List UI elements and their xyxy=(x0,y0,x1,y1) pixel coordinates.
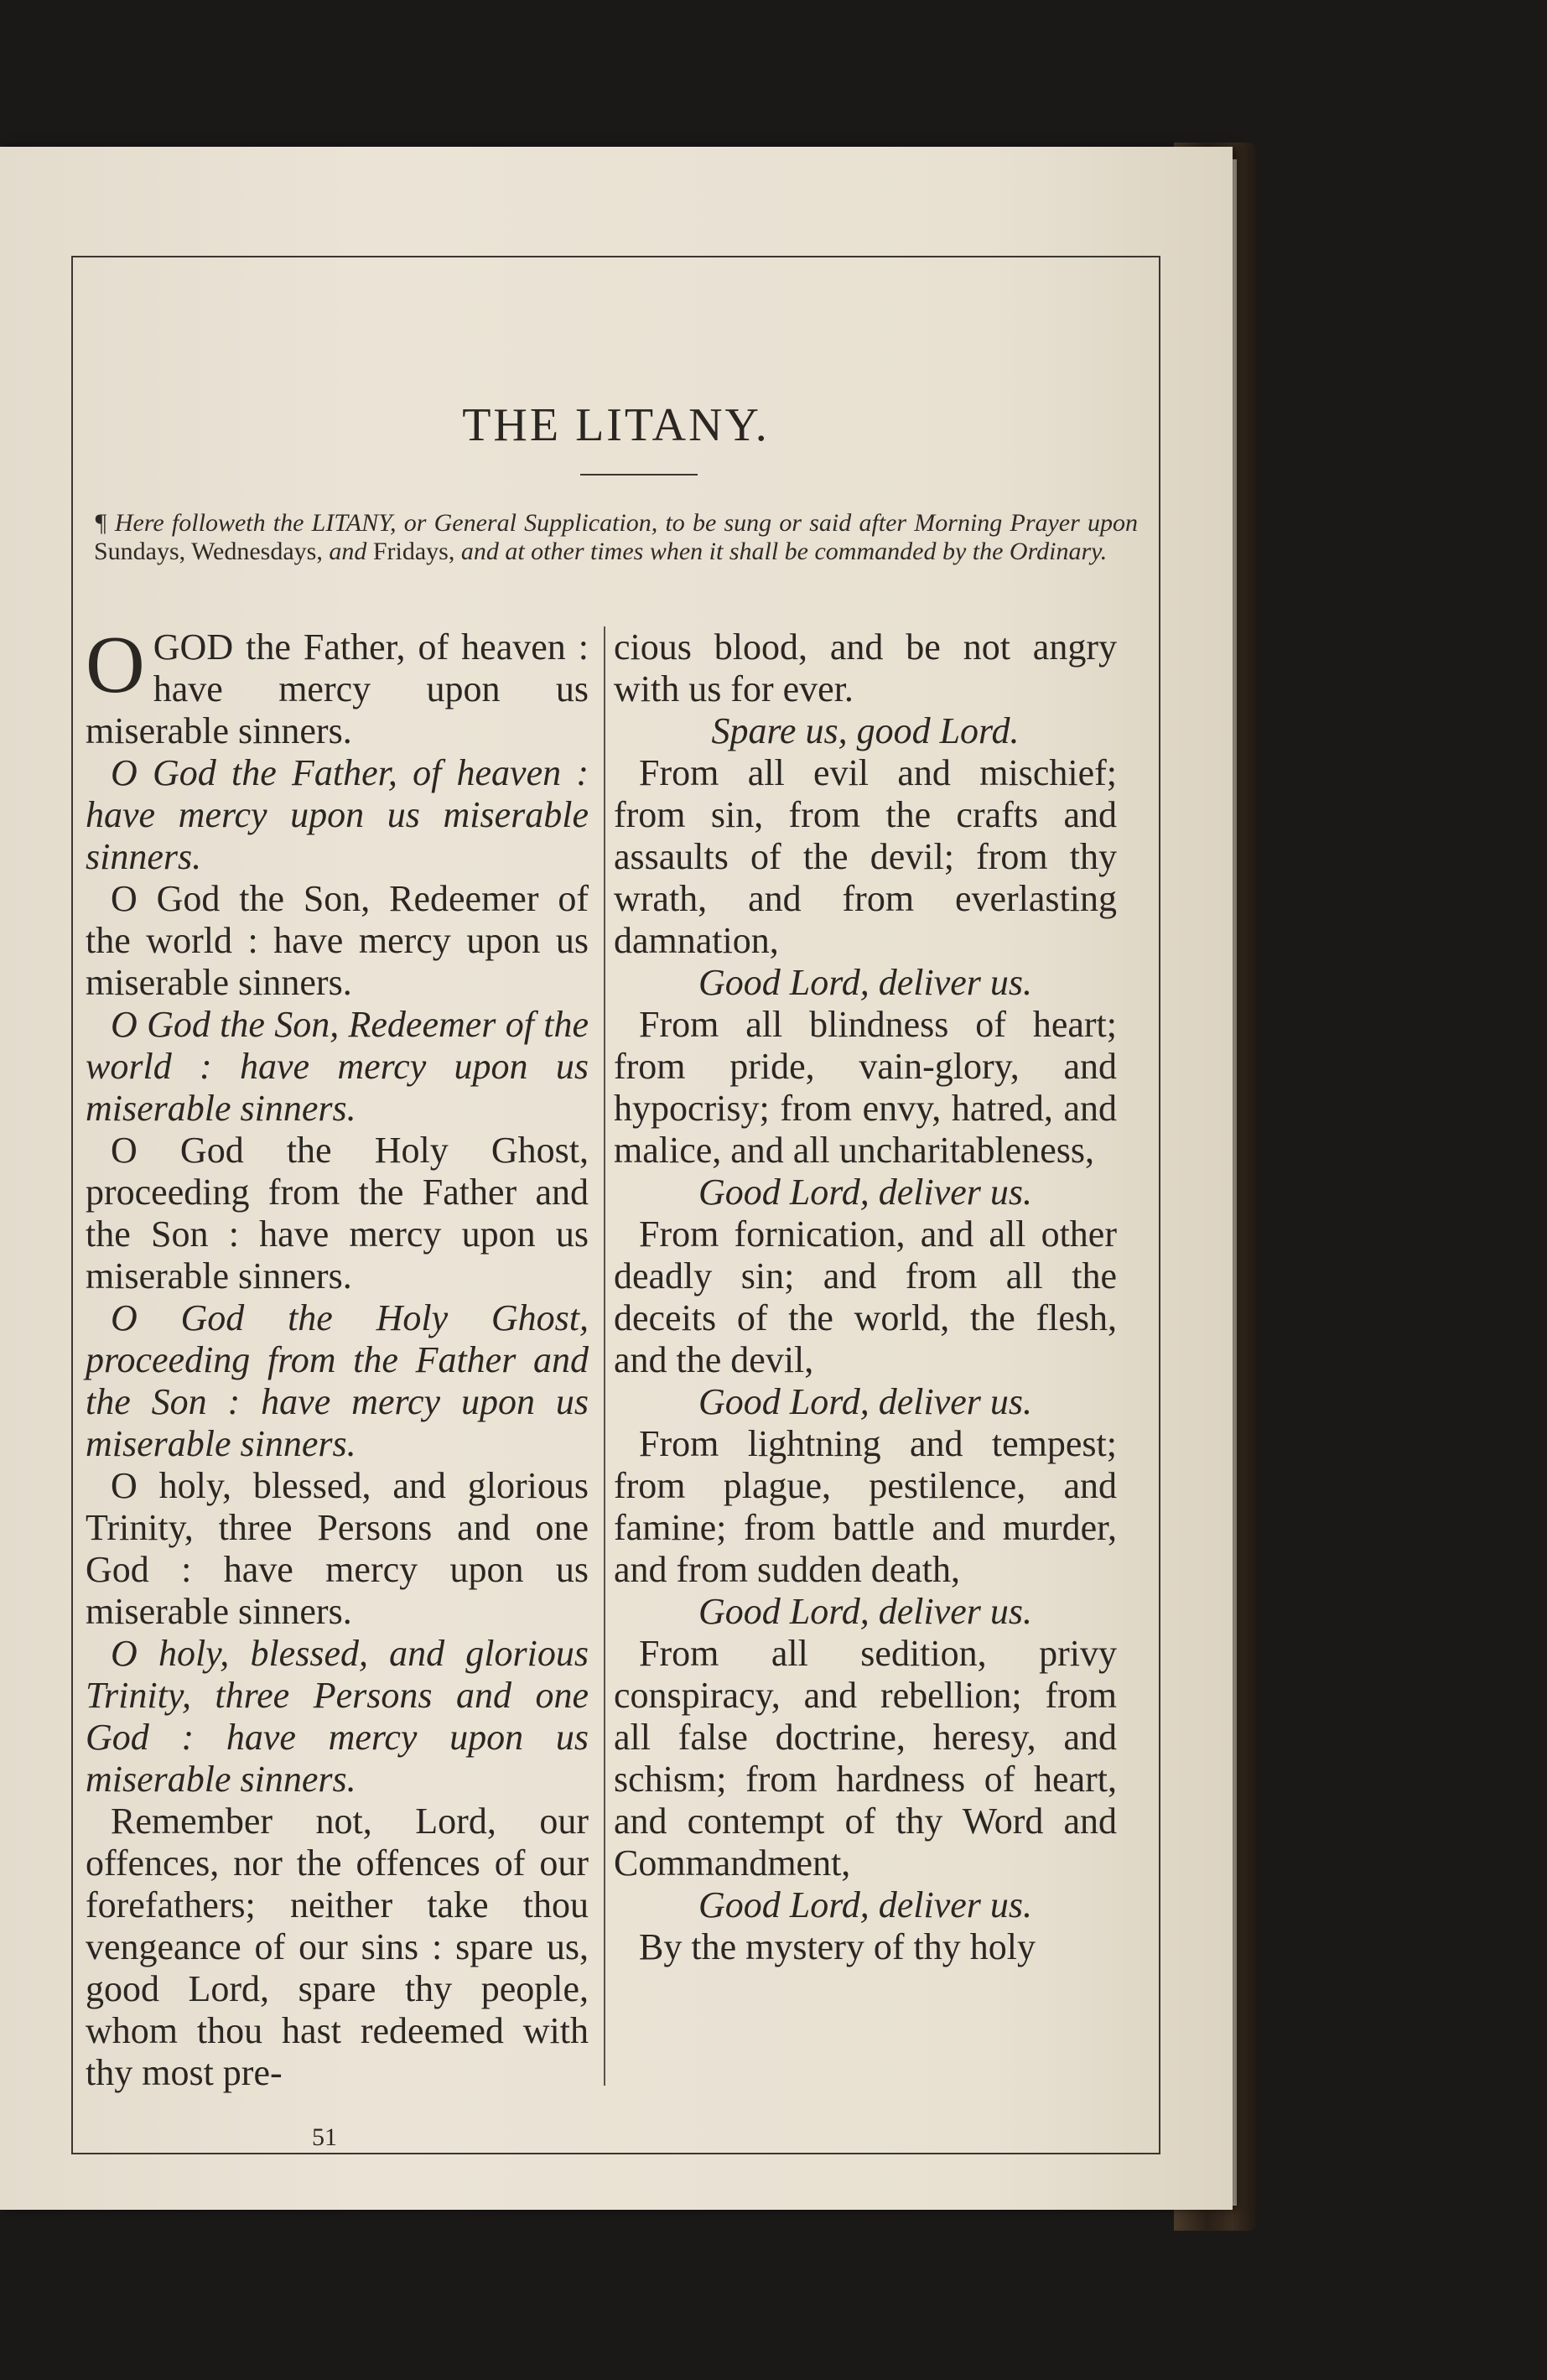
rubric-text-1: ¶ Here followeth the LITANY, or General Supplication, to be sung or said after Morning Prayer upon xyxy=(94,509,1138,537)
petition-blindness: From all blindness of heart; from pride, vain-glory, and hypocrisy; from envy, hatred, and malice, and all uncharitableness, xyxy=(614,1004,1117,1171)
petition-mystery: By the mystery of thy holy xyxy=(639,1926,1036,1967)
petition-sedition: From all sedition, privy conspiracy, and rebellion; from all false doctrine, heresy, and schism; from hardness of heart, and contempt of thy Word and Commandment, xyxy=(614,1633,1117,1884)
response-father: O God the Father, of heaven : have mercy upon us miserable sinners. xyxy=(86,752,589,877)
petition-holy-ghost: O God the Holy Ghost, proceeding from the Father and the Son : have mercy upon us miserable sinners. xyxy=(86,1130,589,1297)
petition-trinity: O holy, blessed, and glorious Trinity, three Persons and one God : have mercy upon us miserable sinners. xyxy=(86,1465,589,1632)
response-spare-us: Spare us, good Lord. xyxy=(711,710,1020,751)
rubric-text-2: and xyxy=(322,538,373,565)
petition-fornication: From fornication, and all other deadly sin; and from all the deceits of the world, the flesh, and the devil, xyxy=(614,1213,1117,1380)
response-holy-ghost: O God the Holy Ghost, proceeding from the Father and the Son : have mercy upon us miserable sinners. xyxy=(86,1297,589,1464)
rubric xyxy=(94,509,1138,566)
petition-father-text: GOD the Father, of heaven : have mercy upon us miserable sinners. xyxy=(86,626,589,751)
rubric-text-3: and at other times when it shall be commanded by the Ordinary. xyxy=(454,538,1108,565)
book-page xyxy=(0,147,1233,2210)
column-divider xyxy=(604,626,605,2086)
drop-cap: O xyxy=(86,620,145,710)
response-deliver-4: Good Lord, deliver us. xyxy=(698,1591,1033,1632)
response-son: O God the Son, Redeemer of the world : have mercy upon us miserable sinners. xyxy=(86,1004,589,1129)
response-deliver-3: Good Lord, deliver us. xyxy=(698,1381,1033,1422)
petition-lightning: From lightning and tempest; from plague, pestilence, and famine; from battle and murder, and from sudden death, xyxy=(614,1423,1117,1590)
rubric-fridays: Fridays, xyxy=(372,538,455,565)
right-column xyxy=(614,626,1117,1968)
continuation-text: cious blood, and be not angry with us for ever. xyxy=(614,626,1117,709)
rubric-days: Sundays, Wednesdays, xyxy=(94,538,323,565)
response-deliver-1: Good Lord, deliver us. xyxy=(698,962,1033,1003)
petition-son: O God the Son, Redeemer of the world : have mercy upon us miserable sinners. xyxy=(86,878,589,1003)
response-trinity: O holy, blessed, and glorious Trinity, three Persons and one God : have mercy upon us miserable sinners. xyxy=(86,1633,589,1800)
petition-father xyxy=(86,620,589,752)
response-deliver-5: Good Lord, deliver us. xyxy=(698,1884,1033,1925)
text-frame xyxy=(71,256,1160,2154)
page-number: 51 xyxy=(312,2123,337,2151)
page-title: THE LITANY. xyxy=(462,399,770,451)
petition-remember-not: Remember not, Lord, our offences, nor the offences of our forefathers; neither take thou vengeance of our sins : spare us, good Lord, spare thy people, whom thou hast redeemed with thy most pre- xyxy=(86,1801,589,2093)
left-column xyxy=(86,620,589,2094)
petition-evil: From all evil and mischief; from sin, from the crafts and assaults of the devil; from thy wrath, and from everlasting damnation, xyxy=(614,752,1117,961)
response-deliver-2: Good Lord, deliver us. xyxy=(698,1172,1033,1213)
title-rule xyxy=(580,474,698,475)
